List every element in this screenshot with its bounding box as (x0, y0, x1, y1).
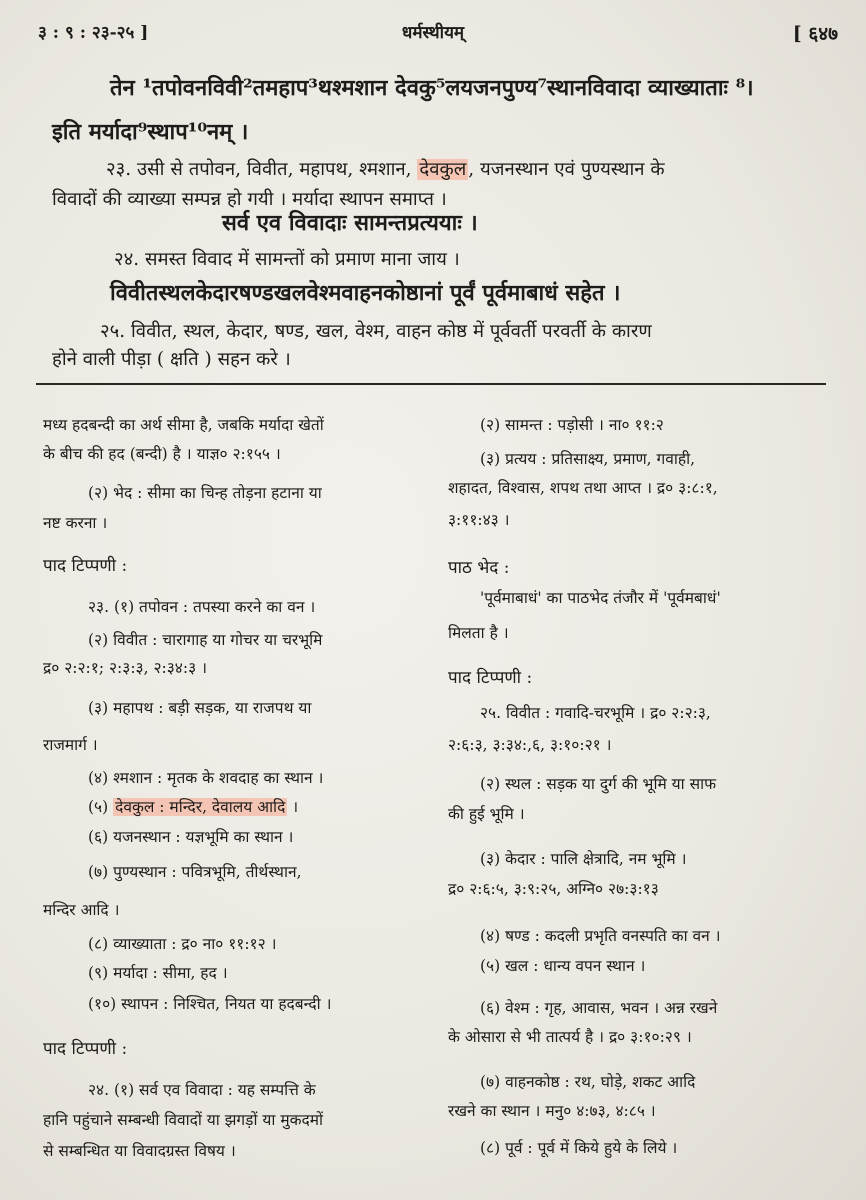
footnote-25-4: (४) षण्ड : कदली प्रभृति वनस्पति का वन । (480, 927, 721, 945)
header-title: धर्मस्थीयम् (401, 23, 465, 43)
sutra-24: सर्व एव विवादाः सामन्तप्रत्ययाः । (222, 210, 478, 236)
left-col-line-3: (२) भेद : सीमा का चिन्ह तोड़ना हटाना या (88, 484, 322, 502)
right-col-line-2: (३) प्रत्यय : प्रतिसाक्ष्य, प्रमाण, गवाही, (480, 450, 696, 468)
translation-23-line-1 (106, 156, 665, 181)
footnote-25-7a: (७) वाहनकोष्ठ : रथ, घोड़े, शकट आदि (480, 1073, 696, 1091)
right-col-line-1: (२) सामन्त : पड़ोसी । ना० ११:२ (480, 416, 664, 434)
footnote-25-3a: (३) केदार : पालि क्षेत्रादि, नम भूमि । (480, 850, 687, 868)
footnote-23-5-end: । (287, 798, 299, 816)
highlight-devkul: देवकुल (419, 159, 467, 180)
footnote-23-4: (४) श्मशान : मृतक के शवदाह का स्थान । (88, 769, 324, 787)
footnote-23-7b: मन्दिर आदि । (43, 901, 120, 919)
variant-reading-heading: पाठ भेद : (448, 558, 510, 578)
footnote-25-5: (५) खल : धान्य वपन स्थान । (480, 957, 646, 975)
header-chapter-ref: ३ : ९ : २३-२५ ] (38, 23, 149, 43)
footnote-25-1b: २:६:३, ३:३४:,६, ३:१०:२१ । (448, 736, 612, 754)
footnote-25-6b: के ओसारा से भी तात्पर्य है । द्र० ३:१०:२९ । (448, 1028, 692, 1046)
variant-reading-line-1: 'पूर्वमाबाधं' का पाठभेद तंजौर में 'पूर्वमबाधं' (480, 589, 721, 607)
left-col-line-1: मध्य हदबन्दी का अर्थ सीमा है, जबकि मर्यादा खेतों (43, 416, 324, 434)
footnote-23-9: (९) मर्यादा : सीमा, हद । (88, 964, 228, 982)
footnote-23-3a: (३) महापथ : बड़ी सड़क, या राजपथ या (88, 699, 312, 717)
sutra-23-line-1: तेन ¹तपोवनविवी²तमहाप³थश्मशान देवकु⁵लयजनपुण्य⁷स्थानविवादा व्याख्याताः ⁸। (110, 75, 754, 101)
footnote-25-6a: (६) वेश्म : गृह, आवास, भवन । अन्न रखने (480, 999, 718, 1017)
translation-25-line-2: होने वाली पीड़ा ( क्षति ) सहन करे । (52, 349, 291, 370)
footnote-25-8: (८) पूर्व : पूर्व में किये हुये के लिये । (480, 1139, 678, 1157)
footnote-23-5 (88, 795, 298, 817)
footnote-23-8: (८) व्याख्याता : द्र० ना० ११:१२ । (88, 935, 277, 953)
footnote-25-1a: २५. विवीत : गवादि-चरभूमि । द्र० २:२:३, (480, 704, 711, 722)
header-page-number: [ ६४७ (792, 23, 838, 45)
section-divider (36, 383, 826, 385)
right-col-line-4: ३:११:४३ । (448, 511, 510, 529)
footnote-heading-left-1: पाद टिप्पणी : (43, 556, 128, 576)
footnote-23-7a: (७) पुण्यस्थान : पवित्रभूमि, तीर्थस्थान, (88, 863, 302, 881)
sutra-23-line-2: इति मर्यादा⁹स्थाप¹⁰नम् । (52, 119, 249, 145)
highlight-devkul-note: देवकुल : मन्दिर, देवालय आदि (115, 798, 286, 816)
sutra-25: विवीतस्थलकेदारषण्डखलवेश्मवाहनकोष्ठानां पूर्वं पूर्वमाबाधं सहेत । (110, 280, 621, 306)
footnote-heading-left-2: पाद टिप्पणी : (43, 1039, 128, 1059)
footnote-25-2a: (२) स्थल : सड़क या दुर्ग की भूमि या साफ (480, 775, 717, 793)
footnote-23-1: २३. (१) तपोवन : तपस्या करने का वन । (88, 598, 316, 616)
footnote-23-6: (६) यजनस्थान : यज्ञभूमि का स्थान । (88, 828, 294, 846)
footnote-25-7b: रखने का स्थान । मनु० ४:७३, ४:८५ । (448, 1102, 656, 1120)
left-col-line-2: के बीच की हद (बन्दी) है । याज्ञ० २:१५५ । (43, 445, 281, 463)
left-col-line-4: नष्ट करना । (43, 514, 108, 532)
translation-24: २४. समस्त विवाद में सामन्तों को प्रमाण माना जाय । (114, 249, 460, 270)
translation-23-line-2: विवादों की व्याख्या सम्पन्न हो गयी । मर्यादा स्थापन समाप्त । (52, 189, 447, 210)
translation-23-text-b: , यजनस्थान एवं पुण्यस्थान के (468, 159, 665, 180)
translation-23-text-a: २३. उसी से तपोवन, विवीत, महापथ, श्मशान, (106, 159, 418, 180)
translation-25-line-1: २५. विवीत, स्थल, केदार, षण्ड, खल, वेश्म, वाहन कोष्ठ में पूर्ववर्ती परवर्ती के कारण (100, 321, 652, 342)
footnote-23-3b: राजमार्ग । (43, 736, 98, 754)
footnote-24-1c: से सम्बन्धित या विवादग्रस्त विषय । (43, 1142, 236, 1160)
footnote-23-5-num: (५) (88, 798, 114, 816)
footnote-25-3b: द्र० २:६:५, ३:९:२५, अग्नि० २७:३:१३ (448, 880, 659, 898)
variant-reading-line-2: मिलता है । (448, 624, 509, 642)
footnote-heading-right: पाद टिप्पणी : (448, 668, 533, 688)
footnote-23-2b: द्र० २:२:१; २:३:३, २:३४:३ । (43, 659, 207, 677)
footnote-24-1a: २४. (१) सर्व एव विवादा : यह सम्पत्ति के (88, 1081, 316, 1099)
footnote-24-1b: हानि पहुंचाने सम्बन्धी विवादों या झगड़ों या मुकदमों (43, 1111, 324, 1129)
footnote-23-2a: (२) विवीत : चारागाह या गोचर या चरभूमि (88, 631, 323, 649)
footnote-23-10: (१०) स्थापन : निश्चित, नियत या हदबन्दी । (88, 995, 332, 1013)
footnote-25-2b: की हुई भूमि । (448, 805, 525, 823)
right-col-line-3: शहादत, विश्वास, शपथ तथा आप्त । द्र० ३:८:१, (448, 479, 718, 497)
